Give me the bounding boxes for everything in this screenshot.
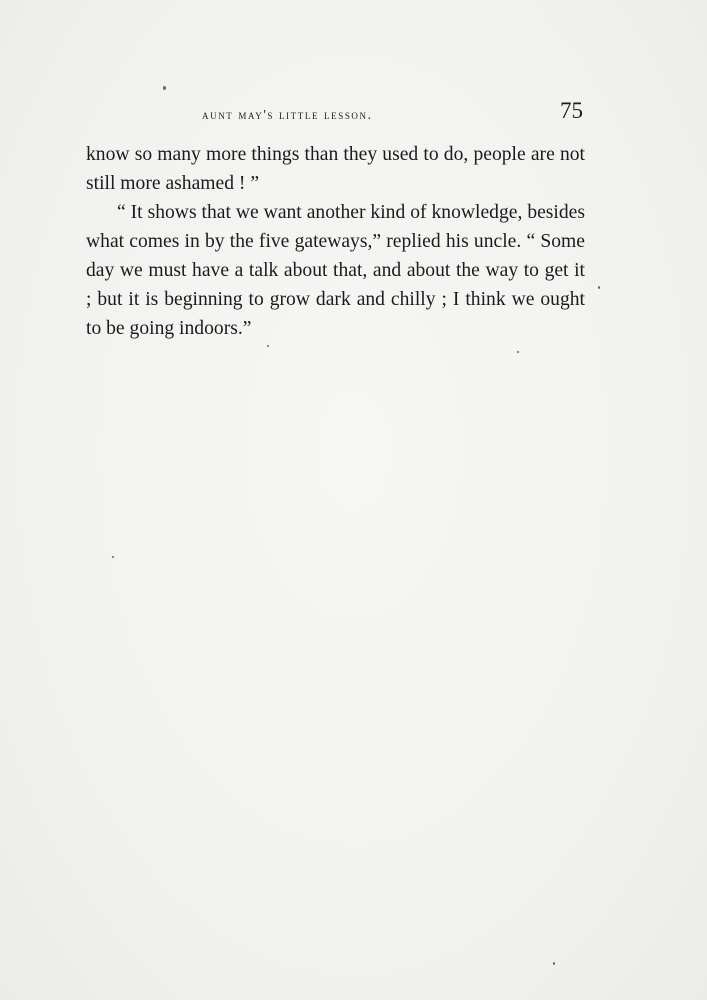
body-text [86,140,585,343]
running-head [86,98,585,130]
paper-speck [517,351,519,353]
running-title: aunt may's little lesson. [202,107,373,122]
page-number: 75 [560,98,583,123]
paper-speck [598,286,600,289]
paper-speck [163,86,166,90]
paper-speck [267,345,269,347]
paper-speck [553,962,555,965]
paragraph-continuation: know so many more things than they used to do, people are not still more ashamed ! ” [86,144,585,194]
paper-speck [112,556,114,558]
paragraph-dialogue: “ It shows that we want another kind of knowledge, besides what comes in by the five gateways,” replied his uncle. “ Some day we must have a talk about that, and about the way to get it ; but it is beginning to grow dark and chilly ; I think we ought to be going indoors.” [86,202,585,339]
